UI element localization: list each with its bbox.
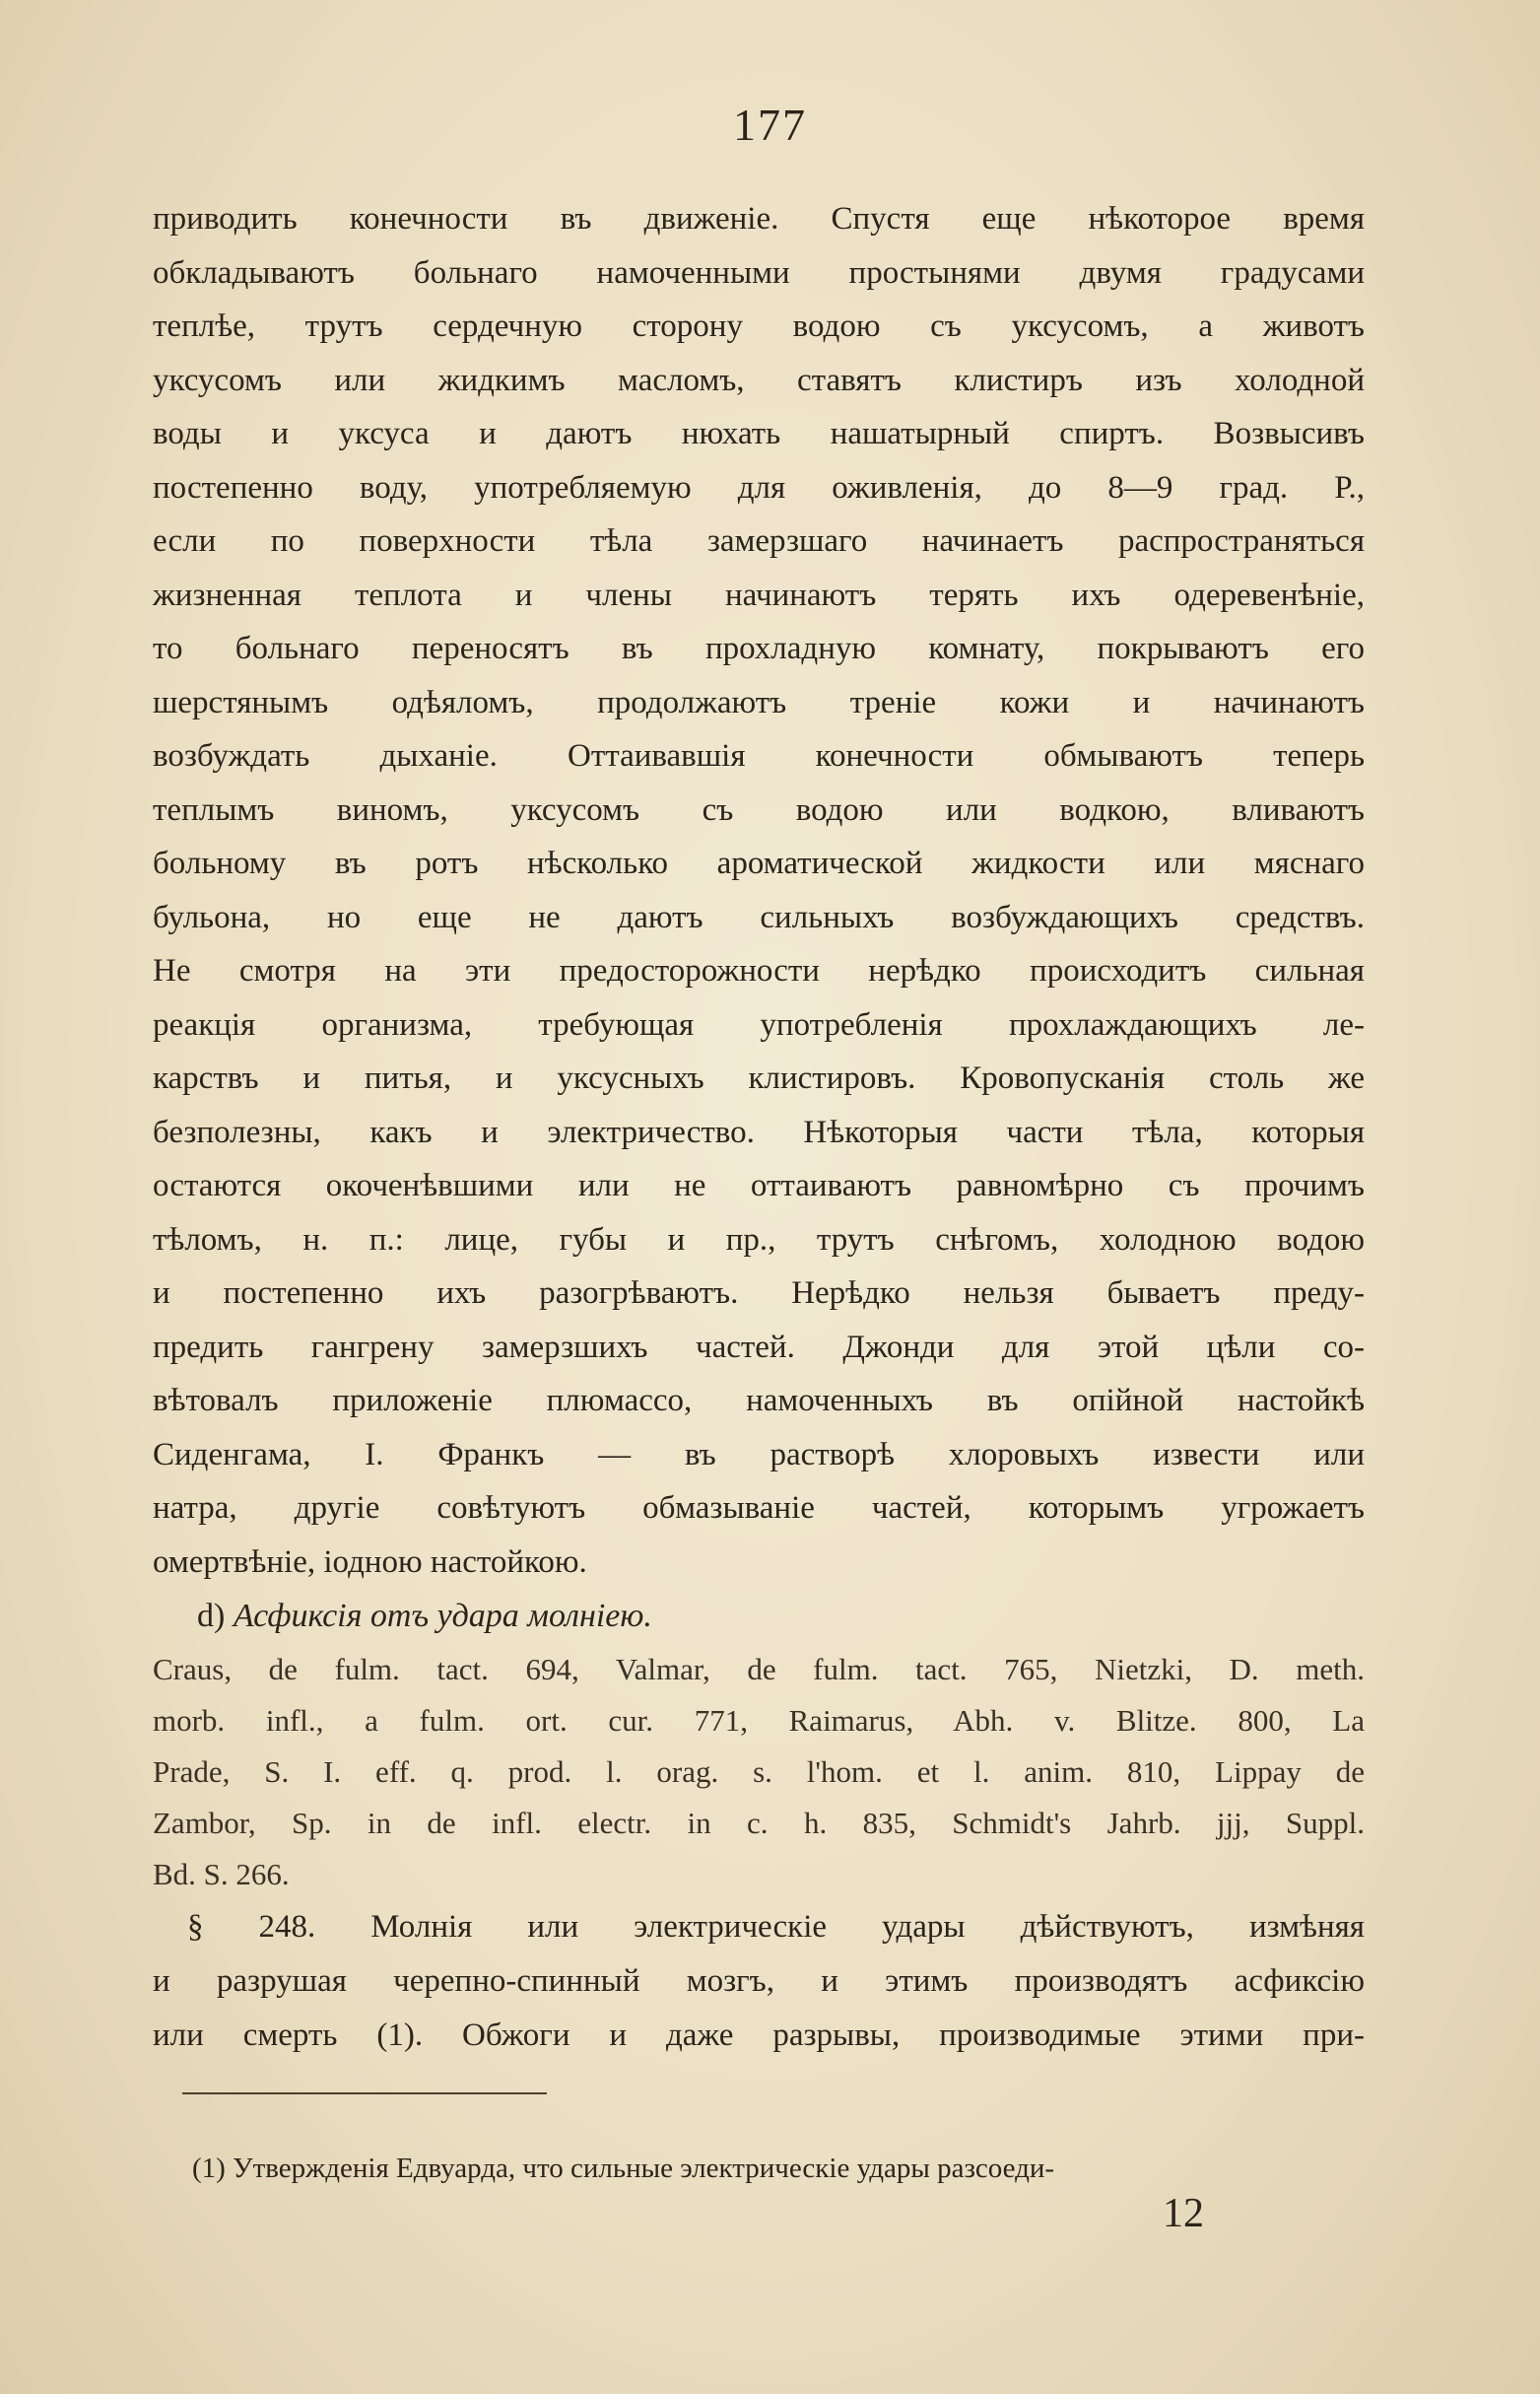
reference-line: Craus, de fulm. tact. 694, Valmar, de fulm. tact. 765, Nietzki, D. meth.: [153, 1652, 1365, 1686]
text-line: приводить конечности въ движеніе. Спустя еще нѣкоторое время: [153, 201, 1365, 237]
text-line: остаются окоченѣвшими или не оттаиваютъ равномѣрно съ прочимъ: [153, 1168, 1365, 1203]
footnote-divider: [182, 2092, 547, 2094]
section-line: § 248. Молнія или электрическіе удары дѣйствуютъ, измѣняя: [187, 1909, 1365, 1945]
text-line: жизненная теплота и члены начинаютъ терять ихъ одеревенѣніе,: [153, 577, 1365, 613]
text-line: возбуждать дыханіе. Оттаивавшія конечности обмываютъ теперь: [153, 738, 1365, 774]
text-line: тѣломъ, н. п.: лице, губы и пр., трутъ снѣгомъ, холодною водою: [153, 1221, 1365, 1258]
text-line: теплымъ виномъ, уксусомъ съ водою или водкою, вливаютъ: [153, 791, 1365, 828]
text-line: постепенно воду, употребляемую для оживленія, до 8—9 град. Р.,: [153, 469, 1365, 506]
text-line: обкладываютъ больнаго намоченными простынями двумя градусами: [153, 254, 1365, 291]
subheading: [153, 1589, 1365, 1644]
text-line: уксусомъ или жидкимъ масломъ, ставятъ клистиръ изъ холодной: [153, 362, 1365, 398]
page-number: 177: [733, 100, 807, 150]
subheading-title: Асфиксія отъ удара молніею.: [233, 1598, 652, 1634]
text-line: натра, другіе совѣтуютъ обмазываніе частей, которымъ угрожаетъ: [153, 1490, 1365, 1526]
text-line: карствъ и питья, и уксусныхъ клистировъ. Кровопусканія столь же: [153, 1060, 1365, 1096]
section-line: и разрушая черепно-спинный мозгъ, и этимъ производятъ асфиксію: [153, 1963, 1365, 1999]
text-line: омертвѣніе, іодною настойкою.: [153, 1543, 587, 1580]
text-line: безполезны, какъ и электричество. Нѣкоторыя части тѣла, которыя: [153, 1114, 1365, 1150]
text-line: теплѣе, трутъ сердечную сторону водою съ уксусомъ, а животъ: [153, 308, 1365, 344]
subheading-marker: d): [197, 1598, 226, 1634]
text-line: воды и уксуса и даютъ нюхать нашатырный спиртъ. Возвысивъ: [153, 416, 1365, 451]
text-line: вѣтовалъ приложеніе плюмассо, намоченныхъ въ опійной настойкѣ: [153, 1383, 1365, 1418]
text-line: Сиденгама, I. Франкъ — въ растворѣ хлоровыхъ извести или: [153, 1436, 1365, 1472]
reference-line: Bd. S. 266.: [153, 1857, 290, 1891]
body-text: [153, 192, 1365, 2063]
text-line: Не смотря на эти предосторожности нерѣдко происходитъ сильная: [153, 953, 1365, 989]
reference-line: morb. infl., a fulm. ort. cur. 771, Raimarus, Abh. v. Blitze. 800, La: [153, 1703, 1365, 1738]
text-line: больному въ ротъ нѣсколько ароматической жидкости или мяснаго: [153, 846, 1365, 881]
reference-line: Prade, S. I. eff. q. prod. l. orag. s. l'hom. et l. anim. 810, Lippay de: [153, 1754, 1365, 1789]
text-line: если по поверхности тѣла замерзшаго начинаетъ распространяться: [153, 523, 1365, 559]
reference-line: Zambor, Sp. in de infl. electr. in c. h. 835, Schmidt's Jahrb. jjj, Suppl.: [153, 1806, 1365, 1840]
text-line: бульона, но еще не даютъ сильныхъ возбуждающихъ средствъ.: [153, 899, 1365, 935]
text-line: реакція организма, требующая употребленія прохлаждающихъ ле-: [153, 1006, 1365, 1043]
text-line: шерстянымъ одѣяломъ, продолжаютъ треніе кожи и начинаютъ: [153, 684, 1365, 720]
text-line: предить гангрену замерзшихъ частей. Джонди для этой цѣли со-: [153, 1329, 1365, 1365]
footnote: (1) Утвержденія Едвуарда, что сильные электрическіе удары разсоеди-: [192, 2153, 1055, 2184]
section-line: или смерть (1). Обжоги и даже разрывы, производимые этими при-: [153, 2018, 1365, 2053]
text-line: и постепенно ихъ разогрѣваютъ. Нерѣдко нельзя бываетъ преду-: [153, 1275, 1365, 1311]
signature-mark: 12: [1163, 2191, 1204, 2236]
text-line: то больнаго переносятъ въ прохладную комнату, покрываютъ его: [153, 631, 1365, 666]
